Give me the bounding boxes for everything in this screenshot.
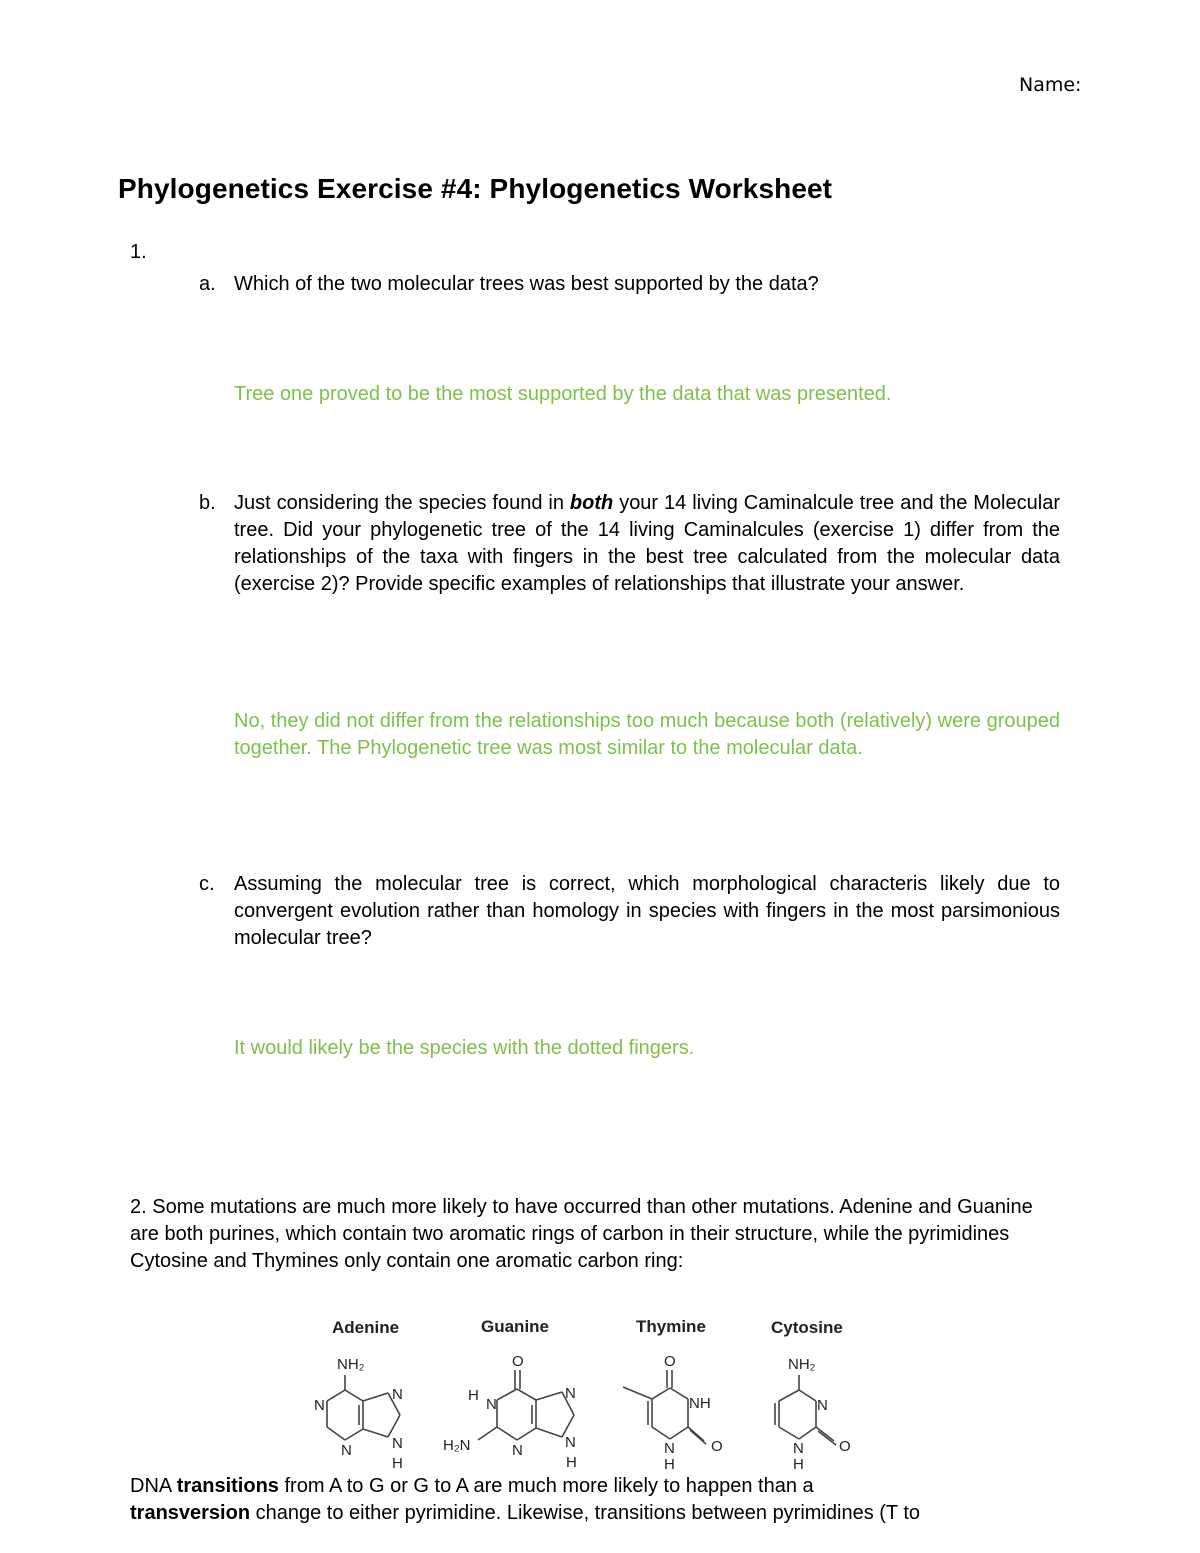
adenine-nh2: NH₂ xyxy=(337,1356,365,1373)
question-1b-text-pre: Just considering the species found in xyxy=(234,492,570,514)
adenine-n7: N xyxy=(392,1386,403,1403)
transitions-term: transitions xyxy=(176,1475,279,1497)
transitions-text-1: DNA xyxy=(130,1475,177,1497)
guanine-n3: N xyxy=(512,1442,523,1459)
cytosine-nh2: NH₂ xyxy=(788,1356,816,1373)
transitions-text-2: from A to G or G to A are much more likely to happen than a xyxy=(278,1475,814,1497)
guanine-h1: H xyxy=(468,1387,479,1404)
guanine-label: Guanine xyxy=(481,1317,550,1336)
transitions-text-3: change to either pyrimidine. Likewise, transitions between pyrimidines (T to xyxy=(250,1502,921,1524)
adenine-structure xyxy=(327,1375,400,1440)
thymine-o4: O xyxy=(664,1353,676,1370)
adenine-n3: N xyxy=(341,1442,352,1459)
adenine-n1: N xyxy=(314,1397,325,1414)
name-label: Name: xyxy=(1019,74,1082,96)
transitions-paragraph xyxy=(130,1473,1060,1527)
cytosine-n1: N xyxy=(793,1440,804,1457)
question-1a-letter: a. xyxy=(199,273,216,295)
question-1a-text: Which of the two molecular trees was best supported by the data? xyxy=(234,273,819,295)
cytosine-o2: O xyxy=(839,1438,851,1455)
thymine-label: Thymine xyxy=(636,1317,706,1336)
answer-1c: It would likely be the species with the dotted fingers. xyxy=(234,1037,695,1059)
nucleobase-structures-figure xyxy=(290,1345,880,1473)
question-1b-letter: b. xyxy=(199,492,216,514)
page-title: Phylogenetics Exercise #4: Phylogenetics Worksheet xyxy=(118,173,833,204)
thymine-nh: NH xyxy=(689,1395,711,1412)
thymine-o2: O xyxy=(711,1438,723,1455)
answer-1b: No, they did not differ from the relationships too much because both (relatively) were grouped together. The Phylogenetic tree was most similar to the molecular data. xyxy=(234,710,1060,759)
transversion-term: transversion xyxy=(130,1502,251,1524)
cytosine-label: Cytosine xyxy=(771,1318,843,1337)
question-1c-text: Assuming the molecular tree is correct, which morphological characteris likely due to convergent evolution rather than homology in species with fingers in the most parsimonious molecular tree? xyxy=(234,873,1060,949)
guanine-n7: N xyxy=(565,1385,576,1402)
guanine-h2n: H₂N xyxy=(443,1437,471,1454)
thymine-h1: H xyxy=(664,1456,675,1473)
adenine-h9: H xyxy=(392,1455,403,1472)
question-1b-text-post: your 14 living Caminalcule tree and the Molecular tree. Did your phylogenetic tree of the 14 living Caminalcules (exercise 1) differ from the relationships of the taxa with fingers in the best tree calculated from the molecular data (exercise 2)? Provide specific examples of relationships that illustrate your answer. xyxy=(234,492,1060,595)
answer-1a: Tree one proved to be the most supported by the data that was presented. xyxy=(234,383,892,405)
question-1-number: 1. xyxy=(130,241,147,263)
thymine-n1: N xyxy=(664,1440,675,1457)
guanine-h9: H xyxy=(566,1454,577,1471)
guanine-n9: N xyxy=(565,1434,576,1451)
guanine-n1: N xyxy=(486,1396,497,1413)
question-1c-letter: c. xyxy=(199,873,215,895)
guanine-o: O xyxy=(512,1353,524,1370)
cytosine-n3: N xyxy=(817,1397,828,1414)
question-2-intro: 2. Some mutations are much more likely to have occurred than other mutations. Adenine and Guanine are both purines, which contain two aromatic rings of carbon in their structure, while the pyrimidines Cytosine and Thymines only contain one aromatic carbon ring: xyxy=(130,1196,1033,1272)
adenine-label: Adenine xyxy=(332,1318,400,1337)
question-1b-emphasis: both xyxy=(569,492,614,514)
question-1b-text xyxy=(234,490,1060,598)
adenine-n9: N xyxy=(392,1435,403,1452)
cytosine-h1: H xyxy=(793,1456,804,1473)
